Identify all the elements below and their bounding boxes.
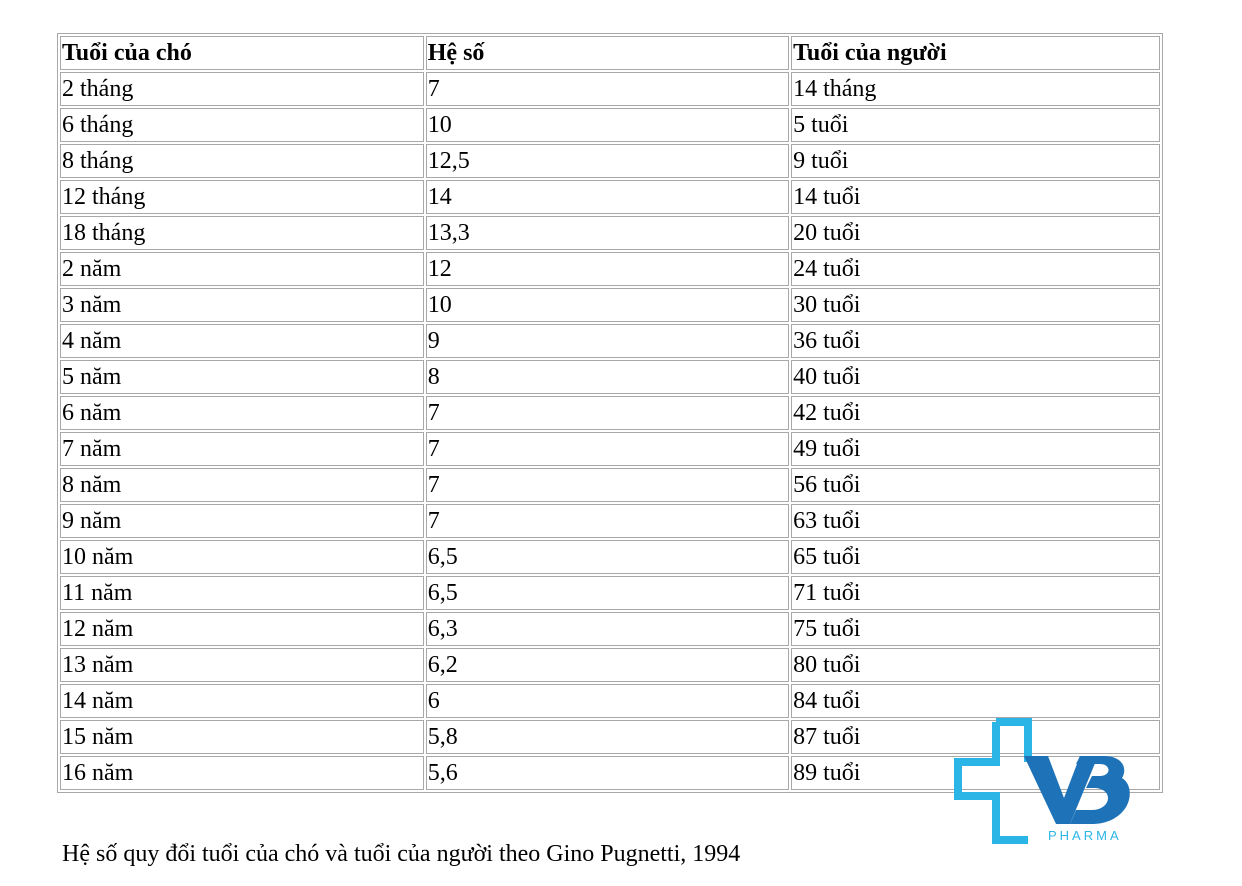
coefficient-cell: 8	[426, 360, 789, 394]
human-age-cell: 89 tuổi	[791, 756, 1160, 790]
dog-age-cell: 2 tháng	[60, 72, 424, 106]
logo-text-pharma: PHARMA	[1048, 828, 1122, 843]
table-row	[60, 576, 1160, 610]
human-age-cell: 24 tuổi	[791, 252, 1160, 286]
human-age-cell: 84 tuổi	[791, 684, 1160, 718]
human-age-cell: 49 tuổi	[791, 432, 1160, 466]
human-age-cell: 65 tuổi	[791, 540, 1160, 574]
table-row	[60, 540, 1160, 574]
coefficient-cell: 7	[426, 396, 789, 430]
coefficient-cell: 10	[426, 288, 789, 322]
dog-age-cell: 2 năm	[60, 252, 424, 286]
table-row	[60, 360, 1160, 394]
table-row	[60, 504, 1160, 538]
dog-age-cell: 16 năm	[60, 756, 424, 790]
conversion-table-container	[57, 33, 1163, 793]
table-row	[60, 612, 1160, 646]
human-age-cell: 9 tuổi	[791, 144, 1160, 178]
coefficient-cell: 7	[426, 432, 789, 466]
table-row	[60, 468, 1160, 502]
coefficient-cell: 6,2	[426, 648, 789, 682]
human-age-cell: 14 tháng	[791, 72, 1160, 106]
cross-outline-icon	[958, 722, 1028, 840]
table-row	[60, 108, 1160, 142]
dog-age-cell: 12 năm	[60, 612, 424, 646]
coefficient-cell: 6,5	[426, 576, 789, 610]
dog-age-cell: 7 năm	[60, 432, 424, 466]
coefficient-cell: 6	[426, 684, 789, 718]
coefficient-cell: 6,5	[426, 540, 789, 574]
human-age-cell: 63 tuổi	[791, 504, 1160, 538]
coefficient-cell: 14	[426, 180, 789, 214]
dog-age-cell: 14 năm	[60, 684, 424, 718]
human-age-cell: 5 tuổi	[791, 108, 1160, 142]
table-row	[60, 324, 1160, 358]
table-row	[60, 216, 1160, 250]
table-row	[60, 432, 1160, 466]
human-age-cell: 71 tuổi	[791, 576, 1160, 610]
coefficient-cell: 6,3	[426, 612, 789, 646]
human-age-cell: 36 tuổi	[791, 324, 1160, 358]
dog-age-conversion-table	[57, 33, 1163, 793]
header-coefficient: Hệ số	[426, 36, 789, 70]
table-row	[60, 180, 1160, 214]
human-age-cell: 40 tuổi	[791, 360, 1160, 394]
dog-age-cell: 18 tháng	[60, 216, 424, 250]
coefficient-cell: 12	[426, 252, 789, 286]
dog-age-cell: 9 năm	[60, 504, 424, 538]
table-row	[60, 252, 1160, 286]
header-human-age: Tuổi của người	[791, 36, 1160, 70]
table-row	[60, 396, 1160, 430]
human-age-cell: 20 tuổi	[791, 216, 1160, 250]
table-header-row	[60, 36, 1160, 70]
human-age-cell: 14 tuổi	[791, 180, 1160, 214]
human-age-cell: 80 tuổi	[791, 648, 1160, 682]
table-row	[60, 684, 1160, 718]
dog-age-cell: 3 năm	[60, 288, 424, 322]
coefficient-cell: 9	[426, 324, 789, 358]
table-body	[60, 72, 1160, 790]
table-row	[60, 648, 1160, 682]
coefficient-cell: 13,3	[426, 216, 789, 250]
dog-age-cell: 11 năm	[60, 576, 424, 610]
table-row	[60, 288, 1160, 322]
table-caption: Hệ số quy đổi tuổi của chó và tuổi của người theo Gino Pugnetti, 1994	[62, 841, 741, 867]
dog-age-cell: 13 năm	[60, 648, 424, 682]
coefficient-cell: 7	[426, 468, 789, 502]
coefficient-cell: 12,5	[426, 144, 789, 178]
dog-age-cell: 6 tháng	[60, 108, 424, 142]
human-age-cell: 30 tuổi	[791, 288, 1160, 322]
header-dog-age: Tuổi của chó	[60, 36, 424, 70]
human-age-cell: 56 tuổi	[791, 468, 1160, 502]
dog-age-cell: 10 năm	[60, 540, 424, 574]
coefficient-cell: 10	[426, 108, 789, 142]
table-row	[60, 72, 1160, 106]
coefficient-cell: 5,8	[426, 720, 789, 754]
dog-age-cell: 4 năm	[60, 324, 424, 358]
human-age-cell: 75 tuổi	[791, 612, 1160, 646]
vb-pharma-logo	[952, 716, 1132, 846]
table-row	[60, 144, 1160, 178]
dog-age-cell: 15 năm	[60, 720, 424, 754]
coefficient-cell: 7	[426, 504, 789, 538]
dog-age-cell: 6 năm	[60, 396, 424, 430]
human-age-cell: 87 tuổi	[791, 720, 1160, 754]
dog-age-cell: 8 năm	[60, 468, 424, 502]
coefficient-cell: 5,6	[426, 756, 789, 790]
dog-age-cell: 5 năm	[60, 360, 424, 394]
dog-age-cell: 8 tháng	[60, 144, 424, 178]
coefficient-cell: 7	[426, 72, 789, 106]
human-age-cell: 42 tuổi	[791, 396, 1160, 430]
dog-age-cell: 12 tháng	[60, 180, 424, 214]
